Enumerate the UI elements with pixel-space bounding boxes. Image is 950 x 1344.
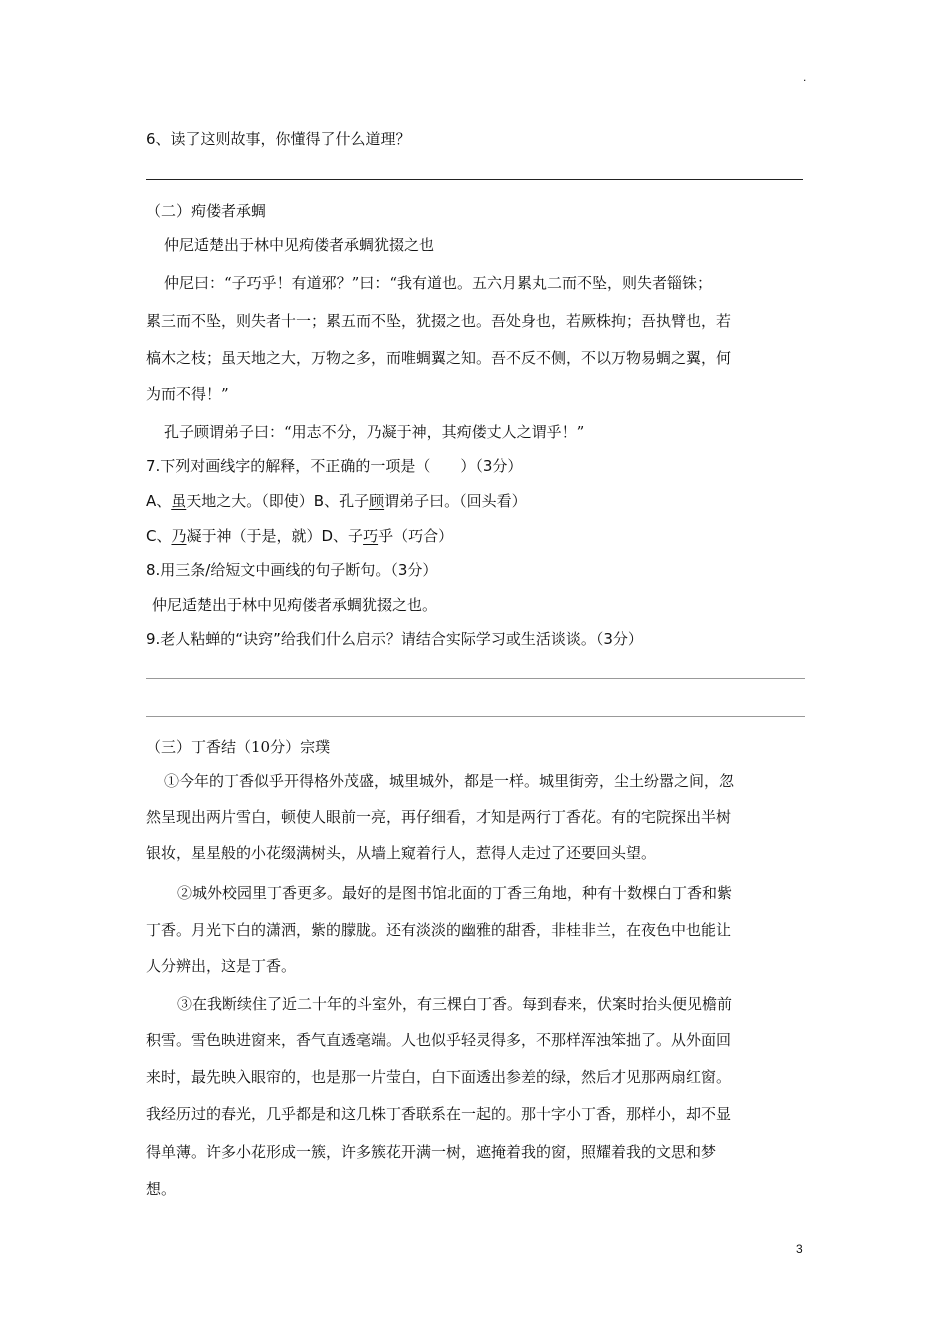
para-line: 累三而不坠，则失者十一；累五而不坠，犹掇之也。吾处身也，若厥株拘；吾执臂也，若: [146, 312, 732, 330]
answer-line-9a: [146, 678, 805, 679]
question-6: 6、读了这则故事，你懂得了什么道理？: [146, 130, 411, 148]
underlined-char: 顾: [369, 492, 385, 510]
para-line: 积雪。雪色映进窗来，香气直透毫端。人也似乎轻灵得多，不那样浑浊笨拙了。从外面回: [146, 1031, 732, 1049]
para-line: 想。: [146, 1180, 177, 1198]
underlined-char: 虽: [171, 492, 187, 510]
para-line: 丁香。月光下白的潇洒，紫的朦胧。还有淡淡的幽雅的甜香，非桂非兰，在夜色中也能让: [146, 921, 732, 939]
para-line: 槁木之枝；虽天地之大，万物之多，而唯蜩翼之知。吾不反不侧，不以万物易蜩之翼，何: [146, 349, 732, 367]
para-line: 人分辨出，这是丁香。: [146, 957, 297, 975]
question-9: 9.老人粘蝉的“诀窍”给我们什么启示？请结合实际学习或生活谈谈。（3分）: [146, 630, 643, 648]
para-line: 银妆，星星般的小花缀满树头，从墙上窥着行人，惹得人走过了还要回头望。: [146, 844, 657, 862]
option-cd: [146, 525, 453, 546]
underlined-char: 乃: [171, 527, 187, 545]
para-line: ②城外校园里丁香更多。最好的是图书馆北面的丁香三角地，种有十数棵白丁香和紫: [177, 884, 733, 902]
para-line: 得单薄。许多小花形成一簇，许多簇花开满一树，遮掩着我的窗，照耀着我的文思和梦: [146, 1143, 717, 1161]
classical-line: 仲尼适楚出于林中见痀偻者承蜩犹掇之也: [164, 236, 435, 254]
answer-line-6: [146, 179, 803, 180]
answer-line-9b: [146, 716, 805, 717]
para-line: ③在我断续住了近二十年的斗室外，有三棵白丁香。每到春来，伏案时抬头便见檐前: [177, 995, 733, 1013]
section-2-title: （二）痀偻者承蜩: [146, 202, 267, 220]
option-c-prefix: C、: [146, 527, 172, 545]
para-line: 我经历过的春光，几乎都是和这几株丁香联系在一起的。那十字小丁香，那样小，却不显: [146, 1105, 732, 1123]
header-dot: .: [803, 70, 807, 84]
option-c-text: 凝于神（于是，就）D、子: [186, 527, 364, 545]
para-line: 然呈现出两片雪白，顿使人眼前一亮，再仔细看，才知是两行丁香花。有的宅院探出半树: [146, 808, 732, 826]
underlined-char: 巧: [363, 527, 379, 545]
option-a-prefix: A、: [146, 492, 172, 510]
para-line: 为而不得！”: [146, 385, 229, 403]
option-d-text: 乎（巧合）: [378, 527, 454, 545]
para-line: 仲尼曰：“子巧乎！有道邪？”曰：“我有道也。五六月累丸二而不坠，则失者锱铢；: [164, 274, 713, 292]
option-b-text: 谓弟子曰。（回头看）: [384, 492, 527, 510]
para-line: ①今年的丁香似乎开得格外茂盛，城里城外，都是一样。城里街旁，尘土纷嚣之间，忽: [164, 772, 735, 790]
option-ab: [146, 490, 527, 511]
para-line: 来时，最先映入眼帘的，也是那一片莹白，白下面透出参差的绿，然后才见那两扇红窗。: [146, 1068, 732, 1086]
question-7: 7.下列对画线字的解释，不正确的一项是（ ）（3分）: [146, 457, 523, 475]
page-number: 3: [796, 1242, 803, 1256]
question-8-sentence: 仲尼适楚出于林中见痀偻者承蜩犹掇之也。: [152, 596, 438, 614]
option-a-text: 天地之大。（即使）B、孔子: [186, 492, 370, 510]
para-line: 孔子顾谓弟子曰：“用志不分，乃凝于神，其痀偻丈人之谓乎！”: [164, 423, 585, 441]
question-8: 8.用三条/给短文中画线的句子断句。（3分）: [146, 561, 438, 579]
section-3-title: （三）丁香结（10分）宗璞: [146, 738, 331, 756]
